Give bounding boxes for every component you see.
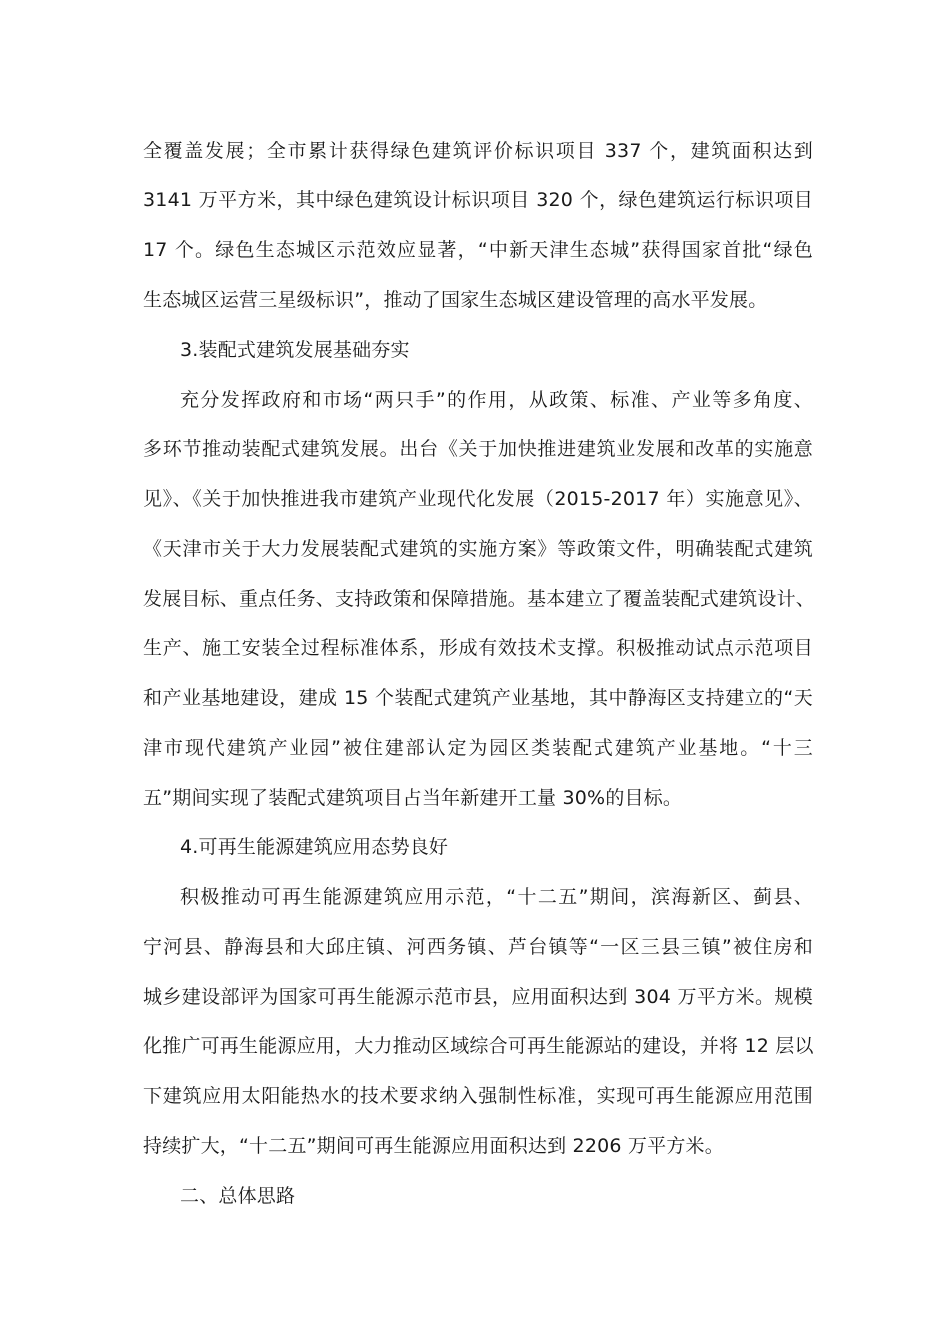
paragraph-line: 发展目标、重点任务、支持政策和保障措施。基本建立了覆盖装配式建筑设计、: [143, 588, 816, 610]
paragraph-line: 生态城区运营三星级标识”，推动了国家生态城区建设管理的高水平发展。: [143, 289, 768, 311]
paragraph-line: 宁河县、静海县和大邱庄镇、河西务镇、芦台镇等“一区三县三镇”被住房和: [143, 936, 813, 958]
paragraph-line: 下建筑应用太阳能热水的技术要求纳入强制性标准，实现可再生能源应用范围: [143, 1085, 813, 1107]
paragraph-line: 17 个。绿色生态城区示范效应显著，“中新天津生态城”获得国家首批“绿色: [143, 239, 813, 261]
paragraph-line: 积极推动可再生能源建筑应用示范，“十二五”期间，滨海新区、蓟县、: [180, 886, 813, 908]
paragraph-line: 全覆盖发展；全市累计获得绿色建筑评价标识项目 337 个，建筑面积达到: [143, 140, 813, 162]
paragraph-line: 见》、《关于加快推进我市建筑产业现代化发展（2015-2017 年）实施意见》、: [143, 488, 813, 510]
section-heading: 4.可再生能源建筑应用态势良好: [180, 836, 449, 858]
paragraph-line: 化推广可再生能源应用，大力推动区域综合可再生能源站的建设，并将 12 层以: [143, 1035, 814, 1057]
paragraph-line: 《天津市关于大力发展装配式建筑的实施方案》等政策文件，明确装配式建筑: [143, 538, 813, 560]
paragraph-line: 充分发挥政府和市场“两只手”的作用，从政策、标准、产业等多角度、: [180, 389, 813, 411]
paragraph-line: 3141 万平方米，其中绿色建筑设计标识项目 320 个，绿色建筑运行标识项目: [143, 189, 813, 211]
section-heading: 3.装配式建筑发展基础夯实: [180, 339, 410, 361]
chapter-heading: 二、总体思路: [180, 1185, 296, 1207]
paragraph-line: 生产、施工安装全过程标准体系，形成有效技术支撑。积极推动试点示范项目: [143, 637, 813, 659]
paragraph-line: 和产业基地建设，建成 15 个装配式建筑产业基地，其中静海区支持建立的“天: [143, 687, 813, 709]
paragraph-line: 多环节推动装配式建筑发展。出台《关于加快推进建筑业发展和改革的实施意: [143, 438, 813, 460]
paragraph-line: 五”期间实现了装配式建筑项目占当年新建开工量 30%的目标。: [143, 787, 683, 809]
paragraph-line: 城乡建设部评为国家可再生能源示范市县，应用面积达到 304 万平方米。规模: [143, 986, 813, 1008]
paragraph-line: 津市现代建筑产业园”被住建部认定为园区类装配式建筑产业基地。“十三: [143, 737, 813, 759]
paragraph-line: 持续扩大，“十二五”期间可再生能源应用面积达到 2206 万平方米。: [143, 1135, 724, 1157]
